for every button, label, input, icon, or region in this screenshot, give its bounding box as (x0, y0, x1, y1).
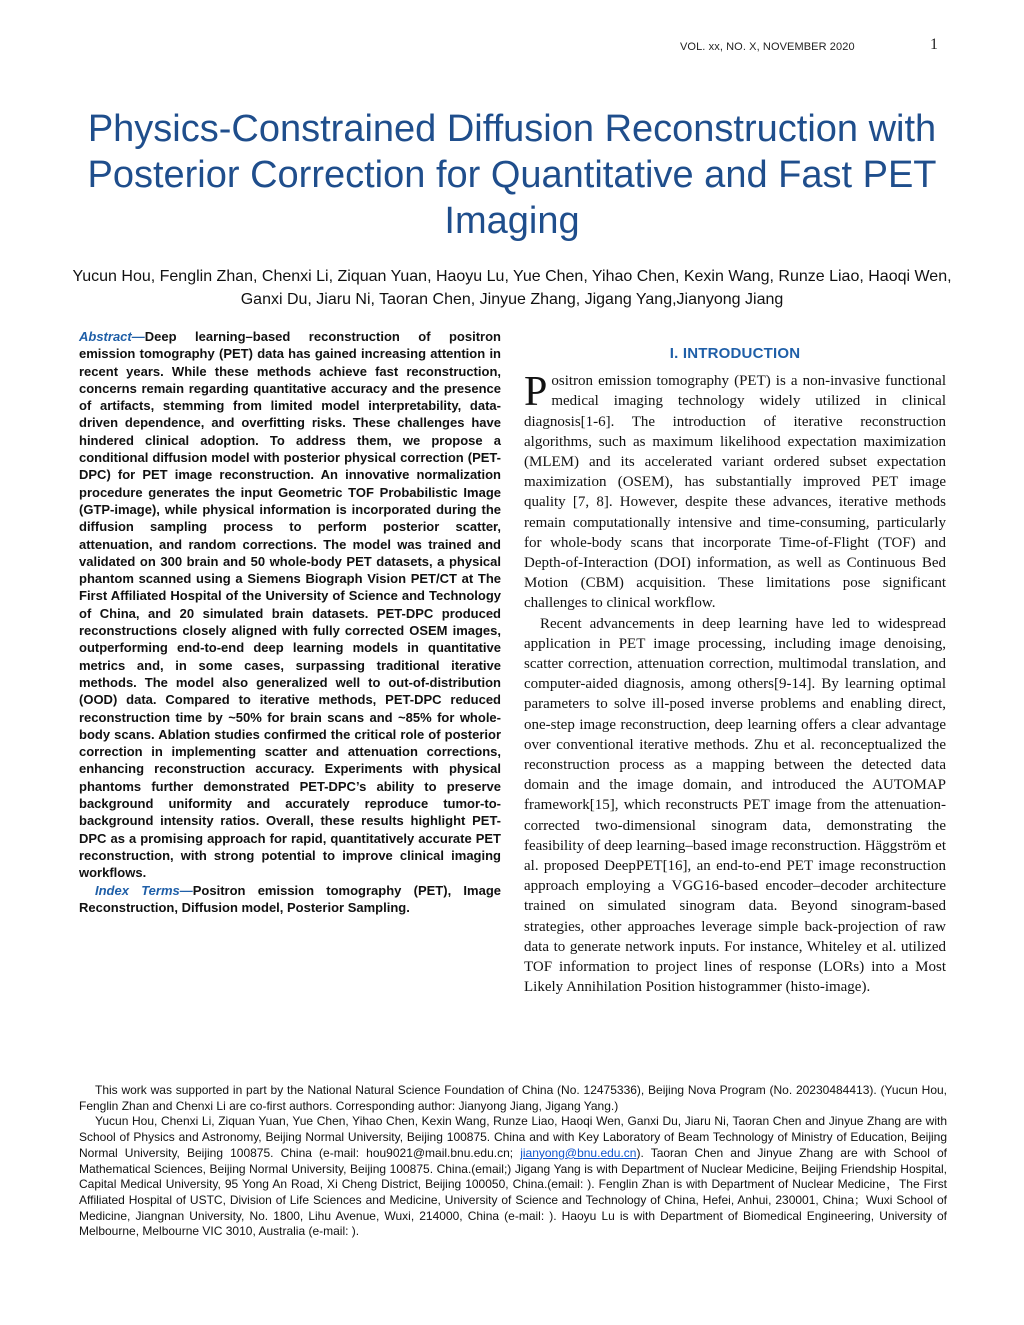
running-head: VOL. xx, NO. X, NOVEMBER 2020 (680, 41, 855, 53)
page-number: 1 (930, 36, 938, 53)
index-terms-label: Index Terms— (95, 882, 193, 898)
introduction-column (524, 344, 946, 998)
intro-paragraph-1 (524, 371, 946, 613)
footnote (79, 1083, 947, 1240)
section-heading-introduction: I. INTRODUCTION (669, 345, 801, 362)
email-link[interactable]: jianyong@bnu.edu.cn (520, 1145, 637, 1160)
index-terms (79, 882, 501, 917)
abstract-label: Abstract— (79, 329, 145, 344)
paper-title: Physics-Constrained Diffusion Reconstruction with Posterior Correction for Quantitative and Fast PET Imaging (87, 108, 937, 242)
footnote-affiliations-post: ). Taoran Chen and Jinyue Zhang are with School of Mathematical Sciences, Beijing Normal University, Beijing 100875. China.(email;) Jigang Yang is with Department of Nuclear Medicine, Beijing Friendship Hospital, Capital Medical University, 95 Yong An Road, Xi Cheng District, Beijing 100050, China.(email: ). Fenglin Zhan is with Department of Nuclear Medicine，The First Affiliated Hospital of USTC, Division of Life Sciences and Medicine, University of Science and Technology of China, Hefei, Anhui, 230001, China；Wuxi School of Medicine, Jiangnan University, No. 1800, Lihu Avenue, Wuxi, 214000, China (e-mail: ). Haoyu Lu is with Department of Biomedical Engineering, University of Melbourne, Melbourne VIC 3010, Australia (e-mail: ). (79, 1145, 947, 1239)
intro-paragraph-2: Recent advancements in deep learning have led to widespread application in PET image processing, including image denoising, scatter correction, attenuation correction, multimodal translation, and computer-aided diagnosis, among others[9-14]. By learning optimal parameters to solve ill-posed inverse problems and enabling direct, one-step image reconstruction, deep learning offers a clear advantage over conventional iterative methods. Zhu et al. reconceptualized the reconstruction process as a mapping between the detected data domain and the image domain, and introduced the AUTOMAP framework[15], which reconstructs PET image from the attenuation-corrected two-dimensional sinogram data, demonstrating the feasibility of deep learning–based image reconstruction. Häggström et al. proposed DeepPET[16], an end-to-end PET image reconstruction approach employing a VGG16-based encoder–decoder architecture trained on simulated sinogram data. Beyond sinogram-based strategies, other approaches leverage simple back-projection of raw data to generate network inputs. For instance, Whiteley et al. utilized TOF information to project lines of response (LORs) into a Most Likely Annihilation Position histogrammer (histo-image). (524, 615, 946, 996)
abstract-column (79, 328, 501, 916)
author-list: Yucun Hou, Fenglin Zhan, Chenxi Li, Ziquan Yuan, Haoyu Lu, Yue Chen, Yihao Chen, Kexin Wang, Runze Liao, Haoqi Wen, Ganxi Du, Jiaru Ni, Taoran Chen, Jinyue Zhang, Jigang Yang,Jianyong Jiang (72, 268, 952, 308)
footnote-affiliations-pre: Yucun Hou, Chenxi Li, Ziquan Yuan, Yue Chen, Yihao Chen, Kexin Wang, Runze Liao, Haoqi Wen, Ganxi Du, Jiaru Ni, Taoran Chen and Jinyue Zhang are with School of Physics and Astronomy, Beijing Normal University, Beijing 100875. China and with Key Laboratory of Beam Technology of Ministry of Education, Beijing Normal University, Beijing 100875. China (e-mail: hou9021@mail.bnu.edu.cn; (79, 1114, 947, 1160)
drop-cap: P (524, 369, 548, 416)
footnote-affiliations (79, 1114, 947, 1240)
abstract-text: Deep learning–based reconstruction of positron emission tomography (PET) data has gained increasing attention in recent years. While these methods achieve fast reconstruction, concerns remain regarding quantitative accuracy and the presence of artifacts, stemming from limited model interpretability, data-driven dependence, and overfitting risks. These challenges have hindered clinical adoption. To address them, we propose a conditional diffusion model with posterior physical correction (PET-DPC) for PET image reconstruction. An innovative normalization procedure generates the input Geometric TOF Probabilistic Image (GTP-image), while physical information is incorporated during the diffusion sampling process to perform posterior scatter, attenuation, and random corrections. The model was trained and validated on 300 brain and 50 whole-body PET datasets, a physical phantom scanned using a Siemens Biograph Vision PET/CT at The First Affiliated Hospital of the University of Science and Technology of China, and 20 simulated brain datasets. PET-DPC produced reconstructions closely aligned with fully corrected OSEM images, outperforming end-to-end deep learning models in quantitative metrics and, in some cases, surpassing traditional iterative methods. The model also generalized well to out-of-distribution (OOD) data. Compared to iterative methods, PET-DPC reduced reconstruction time by ~50% for brain scans and ~85% for whole-body scans. Ablation studies confirmed the critical role of posterior correction in implementing scatter and attenuation corrections, enhancing reconstruction accuracy. Experiments with physical phantoms further demonstrated PET-DPC’s ability to preserve background uniformity and accurately reproduce tumor-to-background intensity ratios. Overall, these results highlight PET-DPC as a promising approach for rapid, quantitatively accurate PET reconstruction, with strong potential to improve clinical imaging workflows. (79, 329, 501, 881)
footnote-funding: This work was supported in part by the National Natural Science Foundation of China (No. 12475336), Beijing Nova Program (No. 20230484413). (Yucun Hou, Fenglin Zhan and Chenxi Li are co-first authors. Corresponding author: Jianyong Jiang, Jigang Yang.) (79, 1083, 947, 1113)
abstract (79, 328, 501, 882)
index-terms-text: Positron emission tomography (PET), Image Reconstruction, Diffusion model, Posterior Sampling. (79, 882, 501, 915)
intro-paragraph-1-text: ositron emission tomography (PET) is a non-invasive functional medical imaging technology widely utilized in clinical diagnosis[1-6]. The introduction of iterative reconstruction algorithms, such as maximum likelihood expectation maximization (MLEM) and its accelerated variant ordered subset expectation maximization (OSEM), has substantially improved PET image quality [7, 8]. However, despite these advances, iterative methods remain computationally intensive and time-consuming, particularly for whole-body scans that incorporate Time-of-Flight (TOF) and Depth-of-Interaction (DOI) information, as well as Continuous Bed Motion (CBM) acquisition. These limitations pose significant challenges to clinical workflow. (524, 373, 946, 612)
